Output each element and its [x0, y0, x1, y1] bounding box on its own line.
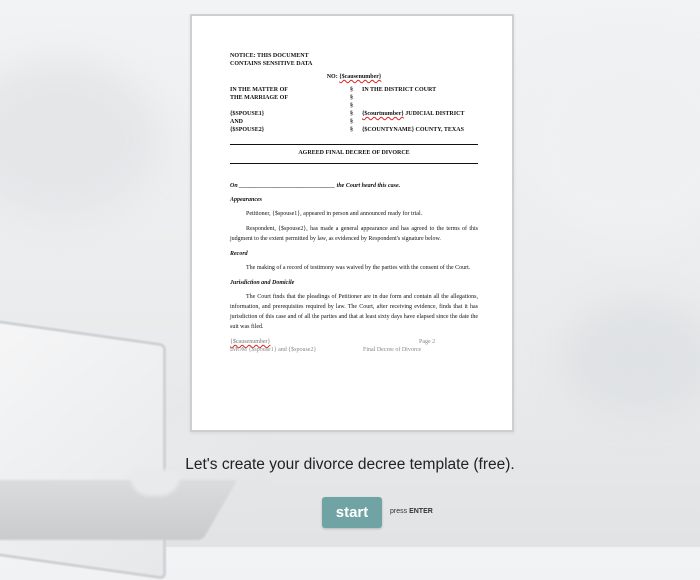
background-laptop-keyboard — [0, 480, 237, 540]
footer-cause-number: {$causenumber} — [230, 339, 271, 345]
court-line-3 — [362, 110, 478, 118]
page-footer — [230, 338, 478, 356]
hearing-text: the Court heard this case. — [335, 183, 401, 189]
court-line-1: IN THE DISTRICT COURT — [362, 87, 437, 93]
footer-page-number: Page 2 — [419, 339, 436, 345]
background-laptop-screen — [0, 316, 166, 580]
heading-jurisdiction: Jurisdiction and Domicile — [230, 280, 295, 286]
footer-parties: IMOM {$spouse1} and {$spouse2} — [230, 347, 317, 353]
title-rule-top — [230, 144, 478, 145]
document-preview — [190, 14, 514, 432]
county-line: {$COUNTYNAME} COUNTY, TEXAS — [362, 127, 464, 133]
cause-number-value: {$causenumber} — [339, 74, 382, 80]
heading-record: Record — [230, 251, 248, 257]
notice-line-1: NOTICE: THIS DOCUMENT — [230, 53, 309, 59]
section-mark: § — [350, 127, 353, 133]
paragraph-respondent: Respondent, {$spouse2}, has made a general appearance and has agreed to the terms of this judgment to the extent permitted by law, as evidenced by Respondent's signature below. — [230, 226, 478, 242]
caption-block — [230, 86, 478, 134]
heading-appearances: Appearances — [230, 197, 262, 203]
background-blur — [0, 60, 160, 220]
section-mark: § — [350, 119, 353, 125]
section-mark: § — [350, 87, 353, 93]
section-mark: § — [350, 103, 353, 109]
matter-line-1: IN THE MATTER OF — [230, 87, 288, 93]
paragraph-petitioner: Petitioner, {$spouse1}, appeared in person and announced ready for trial. — [246, 211, 423, 217]
title-rule-bottom — [230, 163, 478, 164]
start-button[interactable]: start — [322, 497, 382, 528]
paragraph-record: The making of a record of testimony was waived by the parties with the consent of the Court. — [246, 265, 471, 271]
footer-title: Final Decree of Divorce — [363, 347, 422, 353]
background-blur — [560, 300, 700, 420]
paragraph-jurisdiction: The Court finds that the pleadings of Petitioner are in due form and contain all the allegations, information, and prerequisites required by law. The Court, after receiving evidence, finds that it has jurisdiction of this case and of all the parties and that at least sixty days have elapsed since the date the suit was filed. — [230, 294, 478, 330]
hearing-line — [230, 182, 478, 190]
judicial-district: JUDICIAL DISTRICT — [403, 111, 465, 117]
court-number: {$courtnumber} — [362, 111, 404, 117]
notice-line-2: CONTAINS SENSITIVE DATA — [230, 61, 313, 67]
cause-number-line — [230, 73, 478, 81]
page-caption: Let's create your divorce decree template (free). — [185, 456, 515, 473]
spouse1-line: {$SPOUSE1} — [230, 111, 265, 117]
spouse2-line: {$SPOUSE2} — [230, 127, 265, 133]
document-page — [230, 52, 478, 356]
section-mark: § — [350, 95, 353, 101]
enter-hint — [390, 508, 433, 515]
cause-number-label: NO: — [326, 74, 338, 80]
and-line: AND — [230, 119, 243, 125]
section-mark: § — [350, 111, 353, 117]
hint-press: press — [390, 508, 410, 515]
hearing-date-blank: On ________________________________ — [230, 183, 336, 189]
matter-line-2: THE MARRIAGE OF — [230, 95, 289, 101]
background-blur — [520, 40, 700, 240]
decree-title: AGREED FINAL DECREE OF DIVORCE — [298, 150, 410, 156]
hint-key: ENTER — [409, 508, 433, 515]
